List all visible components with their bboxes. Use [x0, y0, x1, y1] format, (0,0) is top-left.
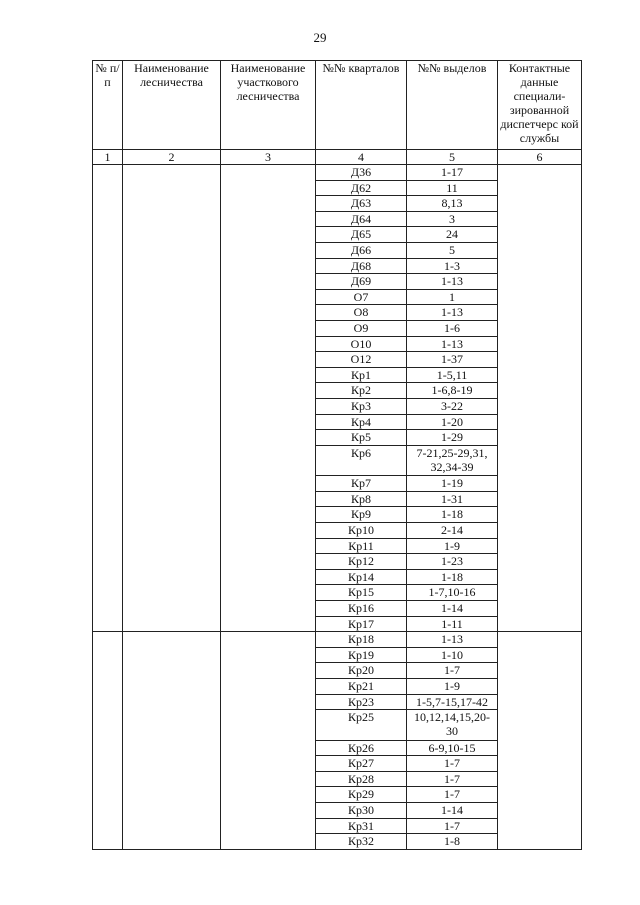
quarter-cell: Кр16	[316, 600, 407, 616]
plots-cell: 1-7	[407, 771, 498, 787]
quarter-cell: Кр6	[316, 445, 407, 476]
table-row	[93, 165, 582, 181]
plots-cell: 24	[407, 227, 498, 243]
plots-cell: 1-13	[407, 632, 498, 648]
quarter-cell: Кр21	[316, 678, 407, 694]
quarter-cell: Кр4	[316, 414, 407, 430]
plots-cell: 7-21,25-29,31, 32,34-39	[407, 445, 498, 476]
plots-cell: 1-13	[407, 274, 498, 290]
plots-cell: 1-7	[407, 756, 498, 772]
quarter-cell: Кр12	[316, 554, 407, 570]
plots-cell: 1-13	[407, 305, 498, 321]
plots-cell: 1-11	[407, 616, 498, 632]
plots-cell: 1-29	[407, 430, 498, 446]
plots-cell: 1-7,10-16	[407, 585, 498, 601]
plots-cell: 1-7	[407, 663, 498, 679]
column-number: 3	[221, 150, 316, 165]
plots-cell: 1-23	[407, 554, 498, 570]
plots-cell: 11	[407, 180, 498, 196]
table-header-row	[93, 61, 582, 150]
quarter-cell: Д69	[316, 274, 407, 290]
quarter-cell: Кр19	[316, 647, 407, 663]
header-number: № п/п	[93, 61, 123, 150]
plots-cell: 1-7	[407, 818, 498, 834]
quarter-cell: Кр26	[316, 740, 407, 756]
plots-cell: 1-9	[407, 678, 498, 694]
table-row	[93, 632, 582, 648]
quarter-cell: О9	[316, 320, 407, 336]
plots-cell: 1-31	[407, 491, 498, 507]
quarter-cell: Кр27	[316, 756, 407, 772]
plots-cell: 1-20	[407, 414, 498, 430]
plots-cell: 1-37	[407, 352, 498, 368]
quarter-cell: Д65	[316, 227, 407, 243]
quarter-cell: Кр14	[316, 569, 407, 585]
quarter-cell: Д64	[316, 211, 407, 227]
plots-cell: 1-9	[407, 538, 498, 554]
quarter-cell: Кр2	[316, 383, 407, 399]
quarter-cell: Кр29	[316, 787, 407, 803]
plots-cell: 1-14	[407, 802, 498, 818]
table-body-group-1	[93, 165, 582, 632]
column-number: 4	[316, 150, 407, 165]
column-number: 1	[93, 150, 123, 165]
forestry-cell	[123, 165, 221, 632]
plots-cell: 1-14	[407, 600, 498, 616]
plots-cell: 1-7	[407, 787, 498, 803]
contacts-cell	[498, 632, 582, 850]
quarter-cell: О7	[316, 289, 407, 305]
number-cell	[93, 632, 123, 850]
column-number-row	[93, 150, 582, 165]
quarter-cell: Кр25	[316, 710, 407, 741]
plots-cell: 1-5,7-15,17-42	[407, 694, 498, 710]
plots-cell: 6-9,10-15	[407, 740, 498, 756]
quarter-cell: Кр30	[316, 802, 407, 818]
quarter-cell: Д68	[316, 258, 407, 274]
header-district-forestry: Наименование участкового лесничества	[221, 61, 316, 150]
quarter-cell: Д66	[316, 242, 407, 258]
quarter-cell: Кр18	[316, 632, 407, 648]
quarter-cell: Д36	[316, 165, 407, 181]
header-forestry: Наименование лесничества	[123, 61, 221, 150]
quarter-cell: О8	[316, 305, 407, 321]
header-quarters: №№ кварталов	[316, 61, 407, 150]
column-number: 5	[407, 150, 498, 165]
plots-cell: 1-5,11	[407, 367, 498, 383]
plots-cell: 3	[407, 211, 498, 227]
quarter-cell: Кр17	[316, 616, 407, 632]
quarter-cell: Кр9	[316, 507, 407, 523]
forestry-table	[92, 60, 582, 850]
plots-cell: 5	[407, 242, 498, 258]
plots-cell: 1-17	[407, 165, 498, 181]
quarter-cell: Кр23	[316, 694, 407, 710]
plots-cell: 1-10	[407, 647, 498, 663]
header-plots: №№ выделов	[407, 61, 498, 150]
page-number: 29	[313, 30, 327, 45]
plots-cell: 1-18	[407, 569, 498, 585]
quarter-cell: Кр28	[316, 771, 407, 787]
district-forestry-cell	[221, 632, 316, 850]
plots-cell: 1-6,8-19	[407, 383, 498, 399]
header-contacts: Контактные данные специали-зированной диспетчерс кой службы	[498, 61, 582, 150]
quarter-cell: Д63	[316, 196, 407, 212]
plots-cell: 10,12,14,15,20-30	[407, 710, 498, 741]
quarter-cell: О10	[316, 336, 407, 352]
plots-cell: 1-19	[407, 476, 498, 492]
forestry-cell	[123, 632, 221, 850]
number-cell	[93, 165, 123, 632]
table-body-group-2	[93, 632, 582, 850]
plots-cell: 1-6	[407, 320, 498, 336]
quarter-cell: Кр1	[316, 367, 407, 383]
contacts-cell	[498, 165, 582, 632]
district-forestry-cell	[221, 165, 316, 632]
plots-cell: 3-22	[407, 398, 498, 414]
quarter-cell: Кр7	[316, 476, 407, 492]
quarter-cell: Д62	[316, 180, 407, 196]
quarter-cell: Кр10	[316, 522, 407, 538]
column-number: 2	[123, 150, 221, 165]
plots-cell: 1-18	[407, 507, 498, 523]
plots-cell: 1-13	[407, 336, 498, 352]
quarter-cell: Кр32	[316, 834, 407, 850]
plots-cell: 1-3	[407, 258, 498, 274]
plots-cell: 1	[407, 289, 498, 305]
quarter-cell: Кр3	[316, 398, 407, 414]
quarter-cell: Кр15	[316, 585, 407, 601]
quarter-cell: О12	[316, 352, 407, 368]
plots-cell: 1-8	[407, 834, 498, 850]
quarter-cell: Кр31	[316, 818, 407, 834]
plots-cell: 2-14	[407, 522, 498, 538]
quarter-cell: Кр11	[316, 538, 407, 554]
plots-cell: 8,13	[407, 196, 498, 212]
column-number: 6	[498, 150, 582, 165]
quarter-cell: Кр5	[316, 430, 407, 446]
quarter-cell: Кр8	[316, 491, 407, 507]
quarter-cell: Кр20	[316, 663, 407, 679]
